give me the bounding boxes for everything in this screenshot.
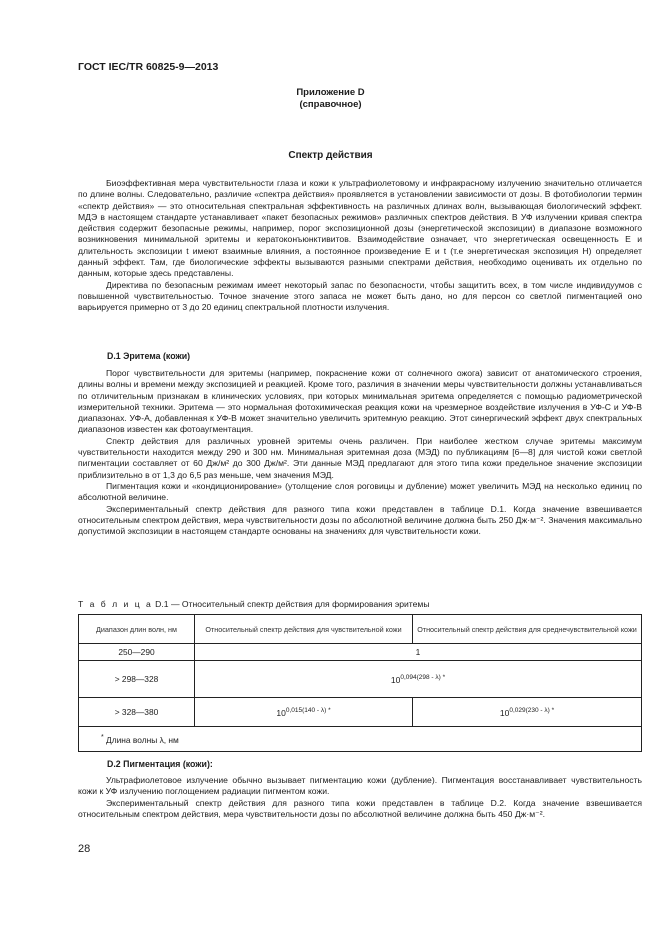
intro-paragraph: Биоэффективная мера чувствительности глаза и кожи к ультрафиолетовому и инфракрасному излучению значительно отличается по длине волны. Следовательно, различие «спектра действия» проявляется в установлении зависимости от дозы. В фотобиологии термин «спектр действия» — это относительная спектральная эффективность на различных длинах волн, вызывающая биологический эффект. МДЭ в настоящем стандарте устанавливает «пакет безопасных режимов» различных спектров действия. В УФ излучении кривая спектра действия содержит безопасные режимы, например, порог экспозиционной дозы (энергетической экспозиции) в диапазоне возможного возникновения минимальной эритемы и кератоконъюнктивитов. Взаимодействие означает, что энергетическая освещенность E и длительность экспозиции t имеют взаимные влияния, а постоянное произведение E и t (т.е энергетическая экспозиция H) определяет данный эффект. Там, где биологические эффекты вызываются разными спектрами действия, необходимо оценивать их отдельно по данным, которые здесь представлены. bbox=[78, 178, 642, 279]
d1-paragraph: Пигментация кожи и «кондиционирование» (утолщение слоя роговицы и дубление) может увеличить МЭД на несколько единиц по абсолютной величине. bbox=[78, 480, 642, 503]
formula-base: 10 bbox=[390, 674, 401, 685]
section-title: Спектр действия bbox=[288, 150, 373, 161]
range-cell: > 298—328 bbox=[79, 661, 195, 698]
table-caption bbox=[78, 599, 430, 609]
formula-exponent: 0,029(230 - λ) * bbox=[509, 706, 555, 714]
formula-cell-medium bbox=[413, 698, 642, 727]
formula-cell bbox=[195, 661, 642, 698]
standard-designation: ГОСТ IEC/TR 60825-9—2013 bbox=[78, 61, 219, 73]
appendix-subtitle: (справочное) bbox=[299, 99, 362, 110]
appendix-title: Приложение D bbox=[296, 87, 365, 98]
page-number: 28 bbox=[78, 843, 91, 855]
d2-paragraph: Ультрафиолетовое излучение обычно вызывает пигментацию кожи (дубление). Пигментация восстанавливает чувствительность кожи к УФ излучению поглощением радиации пигментом кожи. bbox=[78, 775, 642, 797]
table-caption-prefix: Т а б л и ц а bbox=[78, 599, 153, 609]
d1-heading: D.1 Эритема (кожи) bbox=[107, 351, 191, 361]
formula-base: 10 bbox=[499, 707, 510, 718]
d1-paragraph: Спектр действия для различных уровней эритемы очень различен. При наиболее жестком случае эритемы максимум чувствительности находится между 290 и 300 нм. Минимальная эритемная доза (МЭД) по публикациям [6—8] для чистой кожи светлой пигментации составляет от 60 Дж/м² до 300 Дж/м². Эти данные МЭД предлагают для этого типа кожи предельное значение экспозиции приблизительно в от 1,3 до 6,5 раз меньше, чем значения МЭД. bbox=[78, 435, 642, 480]
table-footnote-row bbox=[79, 727, 642, 752]
range-cell: 250—290 bbox=[79, 644, 195, 661]
table-caption-text: D.1 — Относительный спектр действия для формирования эритемы bbox=[152, 599, 430, 609]
table-header-row bbox=[79, 615, 642, 644]
table-footnote bbox=[79, 727, 642, 752]
header-sensitive-skin: Относительный спектр действия для чувствительной кожи bbox=[195, 615, 413, 644]
d1-paragraph: Экспериментальный спектр действия для разного типа кожи представлен в таблице D.1. Когда значение взвешивается относительным спектром действия, мера чувствительности дозы по абсолютной величине должна быть 250 Дж·м⁻². Значения максимально допустимой экспозиции в настоящем стандарте основаны на значениях для чувствительности кожи. bbox=[78, 503, 642, 537]
formula-base: 10 bbox=[276, 707, 286, 718]
action-spectrum-table bbox=[78, 614, 642, 752]
formula-cell-sensitive bbox=[195, 698, 413, 727]
d2-text bbox=[78, 775, 642, 820]
formula-exponent: 0,094(298 - λ) * bbox=[400, 673, 446, 681]
d1-text bbox=[78, 368, 642, 537]
header-medium-skin: Относительный спектр действия для среднечувствительной кожи bbox=[413, 615, 642, 644]
intro-text bbox=[78, 178, 642, 314]
header-wavelength: Диапазон длин волн, нм bbox=[79, 615, 195, 644]
formula-exponent: 0,015(140 - λ) * bbox=[285, 706, 331, 714]
footnote-text: Длина волны λ, нм bbox=[103, 734, 179, 745]
d2-heading: D.2 Пигментация (кожи): bbox=[107, 759, 213, 769]
footnote-mark: * bbox=[101, 733, 104, 741]
table-row bbox=[79, 661, 642, 698]
range-cell: > 328—380 bbox=[79, 698, 195, 727]
table-row bbox=[79, 698, 642, 727]
d1-paragraph: Порог чувствительности для эритемы (например, покраснение кожи от солнечного ожога) зависит от анатомического строения, длины волны и времени между экспозицией и реакцией. Кроме того, различия в значении меры чувствительности должны устанавливаться по отличительным признакам в клинических условиях, при которых минимальная эритема определяется с помощью радиометрической измерительной техники. Эритема — это нормальная фотохимическая реакция кожи на чрезмерное воздействие излучения в УФ-С и УФ-В диапазонах. УФ-А, добавленная к УФ-В может значительно увеличить эритемную реакцию. Этот синергический эффект двух спектральных диапазонов известен как фотоаугментация. bbox=[78, 368, 642, 435]
intro-paragraph: Директива по безопасным режимам имеет некоторый запас по безопасности, чтобы защитить всех, в том числе индивидуумов с повышенной чувствительностью. Точное значение этого запаса не может быть дано, но для персон со светлой пигментацией оно варьируется примерно от 3 до 20 единиц спектральной плотности излучения. bbox=[78, 279, 642, 313]
value-cell: 1 bbox=[195, 644, 642, 661]
d2-paragraph: Экспериментальный спектр действия для разного типа кожи представлен в таблице D.2. Когда значение взвешивается относительным спектром действия, мера чувствительности дозы по абсолютной величине должна быть 450 Дж·м⁻². bbox=[78, 797, 642, 819]
table-row bbox=[79, 644, 642, 661]
